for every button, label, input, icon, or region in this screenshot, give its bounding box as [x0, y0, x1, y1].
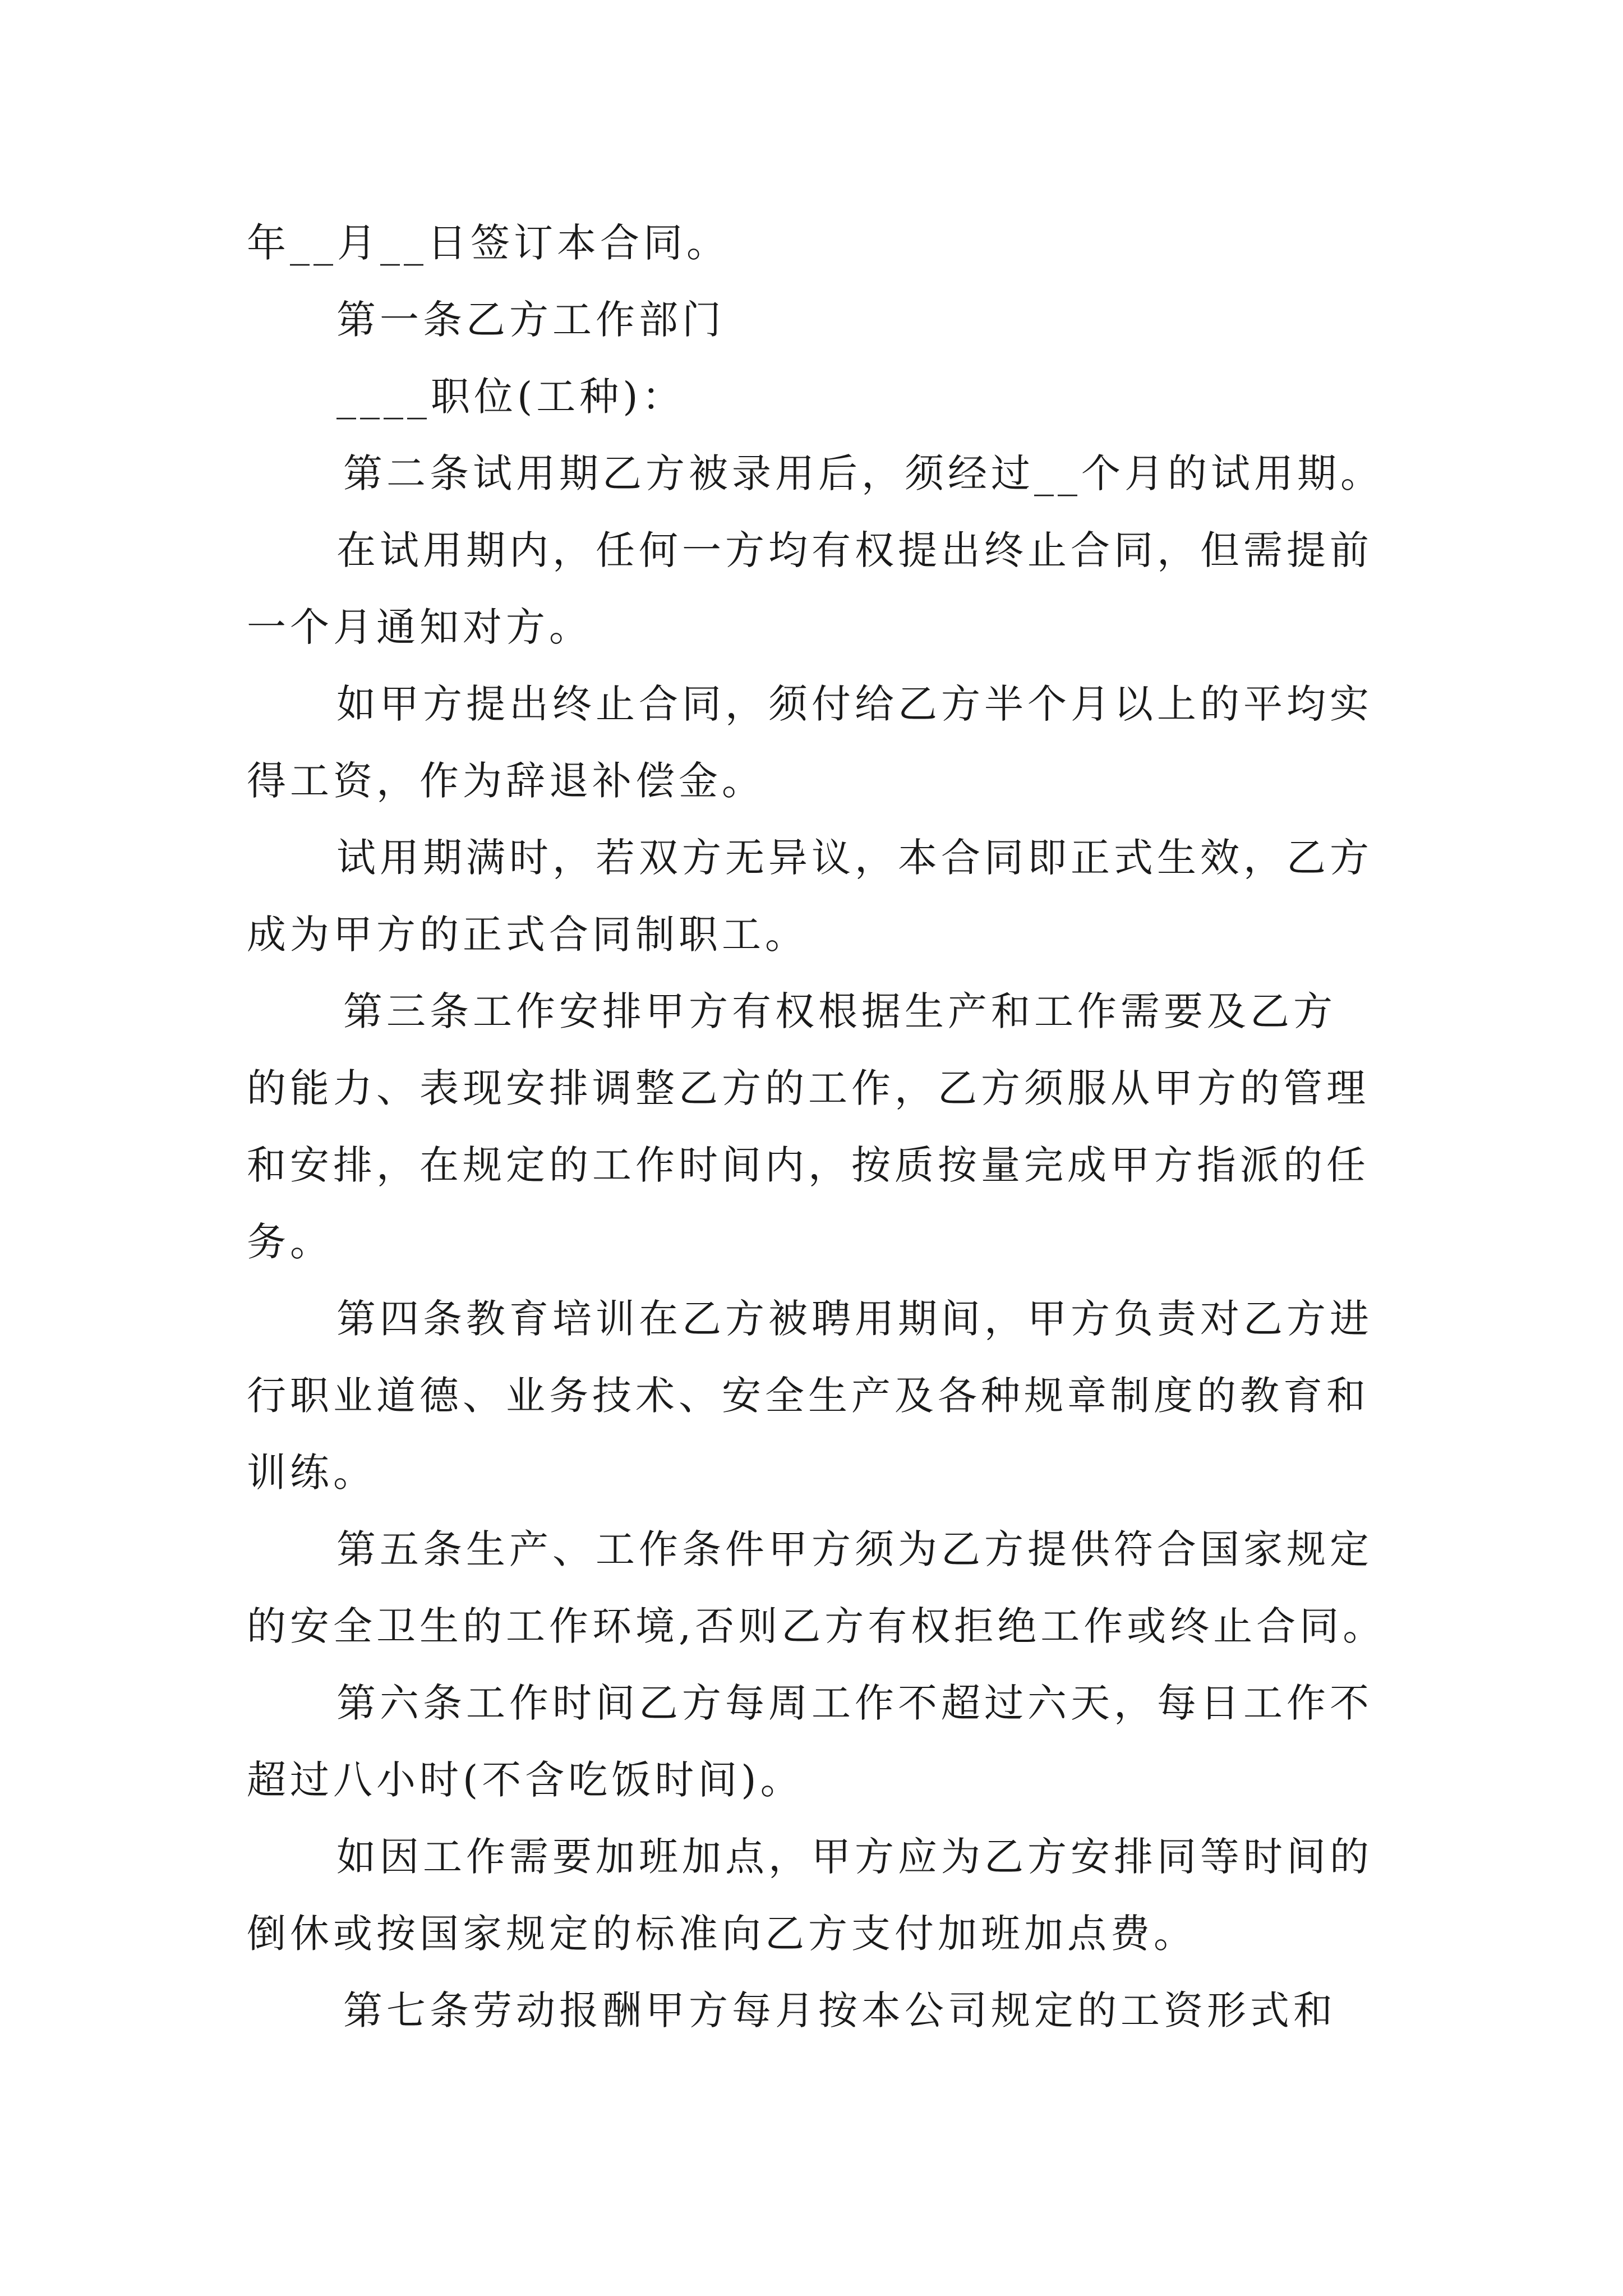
text-line: 年__月__日签订本合同。 — [247, 220, 730, 266]
text-line: 成为甲方的正式合同制职工。 — [247, 912, 808, 958]
text-line: 如甲方提出终止合同，须付给乙方半个月以上的平均实 — [336, 681, 1373, 727]
text-line: ____职位(工种)： — [336, 374, 685, 420]
text-line: 务。 — [247, 1219, 333, 1265]
text-line: 的安全卫生的工作环境,否则乙方有权拒绝工作或终止合同。 — [247, 1603, 1386, 1649]
text-line: 第五条生产、工作条件甲方须为乙方提供符合国家规定 — [336, 1526, 1373, 1572]
text-line: 第一条乙方工作部门 — [336, 297, 725, 343]
text-line: 第四条教育培训在乙方被聘用期间，甲方负责对乙方进 — [336, 1296, 1373, 1342]
text-line: 第七条劳动报酬甲方每月按本公司规定的工资形式和 — [343, 1987, 1336, 2033]
text-line: 训练。 — [247, 1450, 376, 1496]
text-line: 行职业道德、业务技术、安全生产及各种规章制度的教育和 — [247, 1373, 1370, 1419]
text-line: 如因工作需要加班加点，甲方应为乙方安排同等时间的 — [336, 1834, 1373, 1880]
text-line: 和安排，在规定的工作时间内，按质按量完成甲方指派的任 — [247, 1142, 1370, 1188]
text-line: 倒休或按国家规定的标准向乙方支付加班加点费。 — [247, 1911, 1197, 1957]
text-line: 第二条试用期乙方被录用后，须经过__个月的试用期。 — [343, 450, 1384, 496]
text-line: 在试用期内，任何一方均有权提出终止合同，但需提前 — [336, 527, 1373, 573]
text-line: 试用期满时，若双方无异议，本合同即正式生效，乙方 — [336, 835, 1373, 881]
text-line: 的能力、表现安排调整乙方的工作，乙方须服从甲方的管理 — [247, 1065, 1370, 1111]
text-line: 得工资，作为辞退补偿金。 — [247, 758, 765, 804]
text-line: 超过八小时(不含吃饭时间)。 — [247, 1757, 804, 1803]
text-line: 第六条工作时间乙方每周工作不超过六天，每日工作不 — [336, 1680, 1373, 1726]
text-line: 一个月通知对方。 — [247, 604, 592, 650]
text-line: 第三条工作安排甲方有权根据生产和工作需要及乙方 — [343, 988, 1336, 1034]
